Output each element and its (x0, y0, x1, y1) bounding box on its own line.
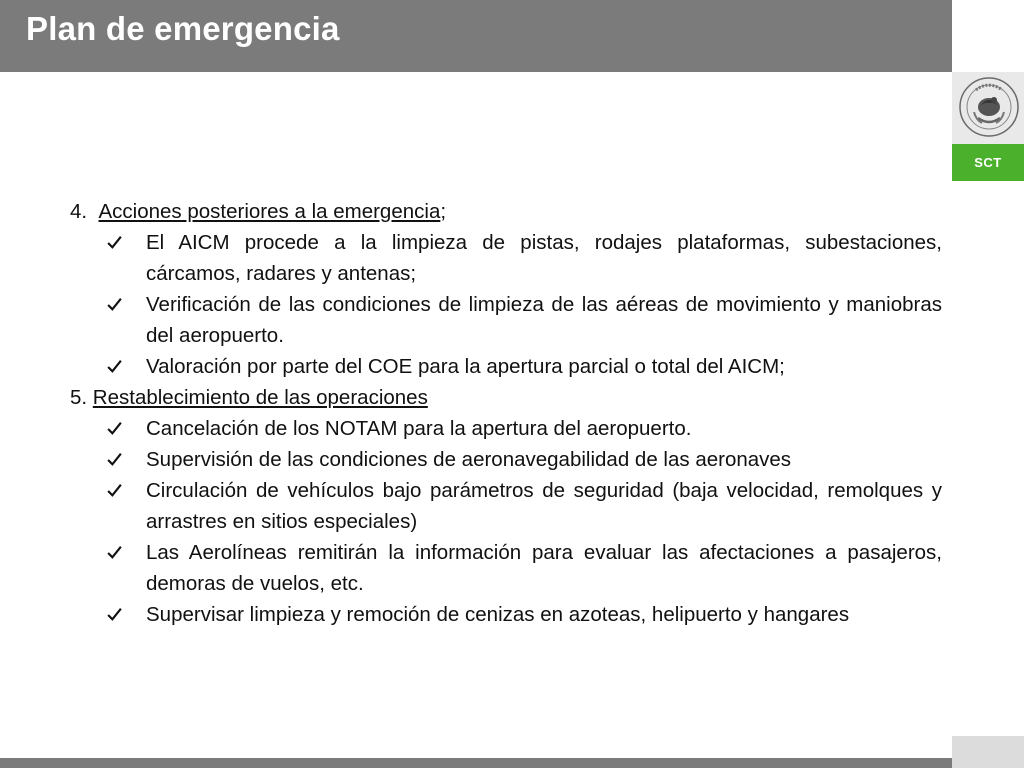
sct-badge (952, 144, 1024, 181)
seal-panel (952, 72, 1024, 144)
coat-of-arms-logo (958, 76, 1020, 138)
slide-title: Plan de emergencia (26, 10, 340, 47)
list-item-text: Supervisar limpieza y remoción de cenizas en azoteas, helipuerto y hangares (146, 603, 850, 626)
list-item-text: El AICM procede a la limpieza de pistas, rodajes plataformas, subestaciones, cárcamos, radares y antenas; (146, 231, 942, 285)
section-title: Restablecimiento de las operaciones (92, 386, 428, 409)
checkmark-icon (106, 599, 146, 630)
list-item (106, 444, 942, 475)
list-item-text: Valoración por parte del COE para la apertura parcial o total del AICM; (146, 355, 785, 378)
checkmark-icon (106, 227, 146, 258)
section-title: Acciones posteriores a la emergencia (98, 200, 441, 223)
list-item-text: Circulación de vehículos bajo parámetros de seguridad (baja velocidad, remolques y arrastres en sitios especiales) (146, 479, 942, 533)
list-item-text: Las Aerolíneas remitirán la información para evaluar las afectaciones a pasajeros, demoras de vuelos, etc. (146, 541, 942, 595)
checkmark-icon (106, 351, 146, 382)
section-heading (70, 382, 942, 413)
list-item-text: Cancelación de los NOTAM para la apertura del aeropuerto. (146, 417, 692, 440)
footer-corner-block (952, 736, 1024, 768)
title-bar (0, 0, 952, 72)
section-heading (70, 196, 942, 227)
slide-content (70, 196, 942, 630)
list-item (106, 537, 942, 599)
footer-bar (0, 758, 952, 768)
list-item (106, 289, 942, 351)
list-item (106, 599, 942, 630)
list-item-text: Supervisión de las condiciones de aeronavegabilidad de las aeronaves (146, 448, 792, 471)
section-number: 5. (70, 386, 93, 409)
list-item (106, 475, 942, 537)
section-number: 4. (70, 200, 99, 223)
list-item (106, 413, 942, 444)
checkmark-icon (106, 537, 146, 568)
sct-label: SCT (974, 155, 1002, 170)
list-item-text: Verificación de las condiciones de limpieza de las aéreas de movimiento y maniobras del aeropuerto. (146, 293, 942, 347)
list-item (106, 227, 942, 289)
checkmark-icon (106, 444, 146, 475)
checkmark-icon (106, 289, 146, 320)
checkmark-icon (106, 413, 146, 444)
checkmark-icon (106, 475, 146, 506)
list-item (106, 351, 942, 382)
section-suffix: ; (440, 200, 447, 223)
